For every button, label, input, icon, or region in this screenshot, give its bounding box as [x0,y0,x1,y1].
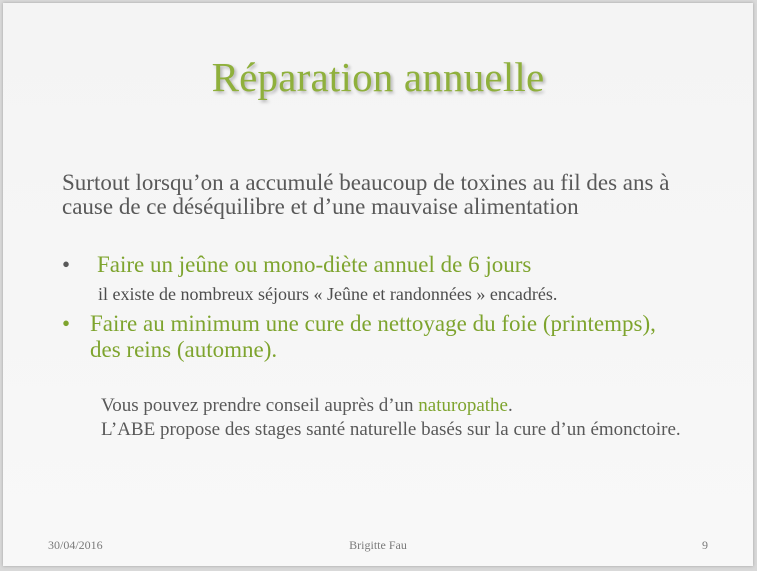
naturopathe-link[interactable]: naturopathe [418,395,508,416]
advice-line-naturopath [101,395,711,417]
footer-date: 30/04/2016 [48,538,103,552]
bullet-item-cleansing [62,311,662,363]
advice-prefix: Vous pouvez prendre conseil auprès d’un [101,395,419,416]
advice-block [101,395,711,443]
advice-line-abe: L’ABE propose des stages santé naturelle basés sur la cure d’un émonctoire. [101,419,681,440]
slide [3,3,753,566]
bullet-subtext: il existe de nombreux séjours « Jeûne et randonnées » encadrés. [98,284,558,304]
footer-author: Brigitte Fau [349,538,407,552]
bullet-text: Faire au minimum une cure de nettoyage du foie (printemps), des reins (automne). [90,311,656,362]
bullet-marker: • [62,311,71,336]
intro-paragraph: Surtout lorsqu’on a accumulé beaucoup de toxines au fil des ans à cause de ce déséquilibre et d’une mauvaise alimentation [62,170,670,219]
slide-title: Réparation annuelle [211,54,545,100]
footer-page-number: 9 [702,538,708,552]
bullet-item-fasting [62,252,531,278]
bullet-marker: • [62,252,71,277]
bullet-text: Faire un jeûne ou mono-diète annuel de 6 jours [97,252,532,277]
advice-suffix: . [507,395,513,416]
